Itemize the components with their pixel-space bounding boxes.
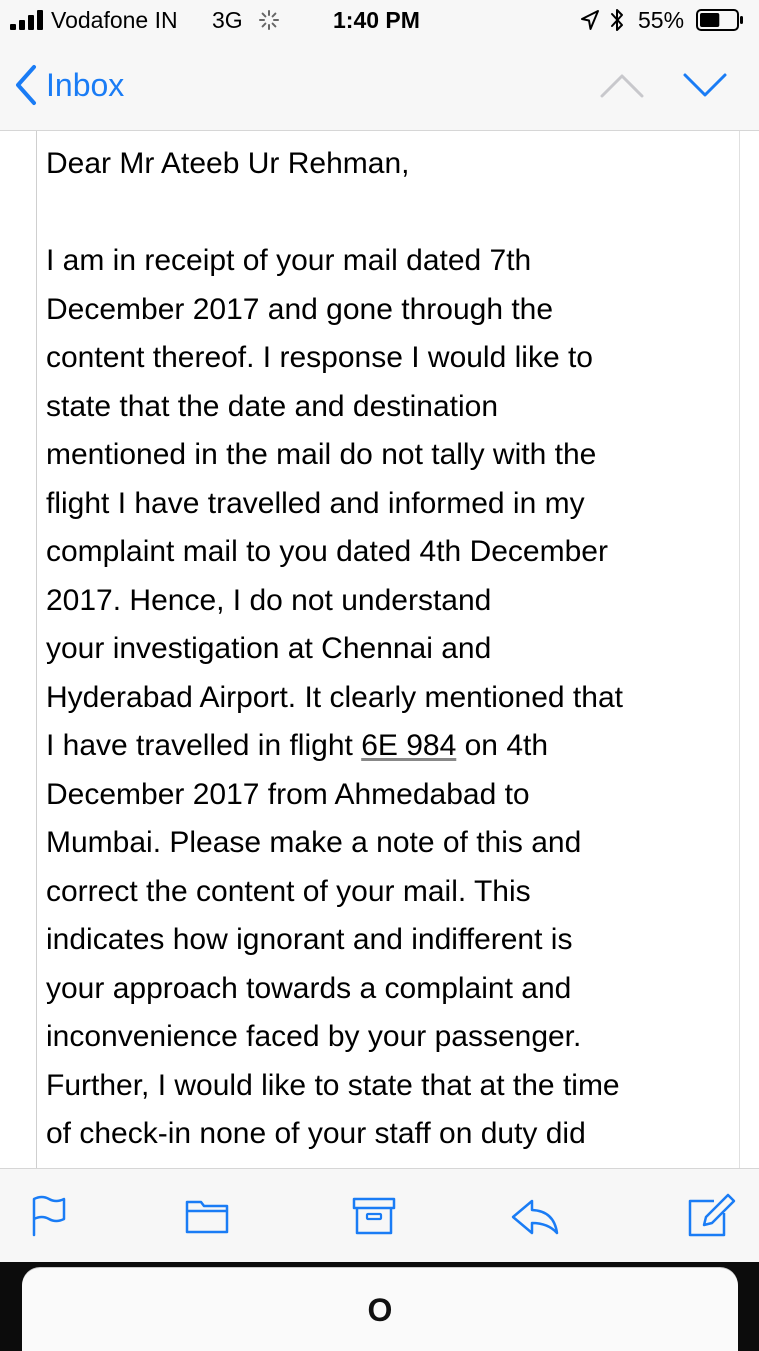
keyboard-key[interactable]: O [367,1292,393,1328]
chevron-down-icon[interactable] [682,70,728,100]
chevron-up-icon[interactable] [599,70,645,100]
archive-icon[interactable] [352,1193,396,1237]
salutation: Dear Mr Ateeb Ur Rehman, [46,147,410,180]
flag-icon[interactable] [28,1193,70,1237]
message-line-with-link [46,722,623,771]
status-bar [0,0,759,40]
message-line: of check-in none of your staff on duty did [46,1117,586,1150]
reply-icon[interactable] [510,1193,560,1237]
message-line: your approach towards a complaint and [46,971,572,1005]
message-line: indicates how ignorant and indifferent is [46,923,573,956]
status-time: 1:40 PM [333,7,420,33]
quote-divider [36,131,37,1168]
back-button-label: Inbox [46,66,125,103]
carrier-name: Vodafone IN [51,7,178,33]
message-line: Hyderabad Airport. It clearly mentioned that [46,680,623,714]
folder-icon[interactable] [184,1193,230,1237]
message-text [46,237,623,1207]
back-to-inbox-button[interactable] [14,62,124,108]
chevron-left-icon [14,64,38,106]
message-line: flight I have travelled and informed in my [46,486,585,520]
keyboard-suggestion-bar [22,1268,738,1351]
bluetooth-icon [609,7,625,33]
bottom-toolbar [0,1168,759,1263]
navigation-bar [0,40,759,131]
message-line: December 2017 and gone through the [46,292,554,326]
message-line: inconvenience faced by your passenger. [46,1020,582,1053]
signal-icon [10,10,43,30]
message-line: mentioned in the mail do not tally with the [46,438,597,471]
message-line: 2017. Hence, I do not understand [46,583,492,617]
activity-spinner-icon [258,9,280,31]
message-body[interactable] [0,131,759,1168]
message-line: content thereof. I response I would like to [46,341,593,374]
right-divider [739,131,740,1168]
message-line: correct the content of your mail. This [46,874,531,908]
message-line: Mumbai. Please make a note of this and [46,826,582,859]
compose-icon[interactable] [686,1193,736,1237]
message-line: I am in receipt of your mail dated 7th [46,244,532,277]
message-line: Further, I would like to state that at the time [46,1068,620,1102]
battery-icon [696,8,744,32]
message-line: your investigation at Chennai and [46,632,492,665]
message-line: state that the date and destination [46,389,499,423]
flight-line-before: I have travelled in flight [46,729,362,762]
flight-number-link[interactable]: 6E 984 [361,729,457,762]
network-type: 3G [212,7,243,33]
flight-line-after: on 4th [456,729,549,762]
location-arrow-icon [580,9,600,31]
message-line: complaint mail to you dated 4th December [46,535,608,568]
message-line: December 2017 from Ahmedabad to [46,777,530,811]
battery-percent: 55% [638,7,685,33]
